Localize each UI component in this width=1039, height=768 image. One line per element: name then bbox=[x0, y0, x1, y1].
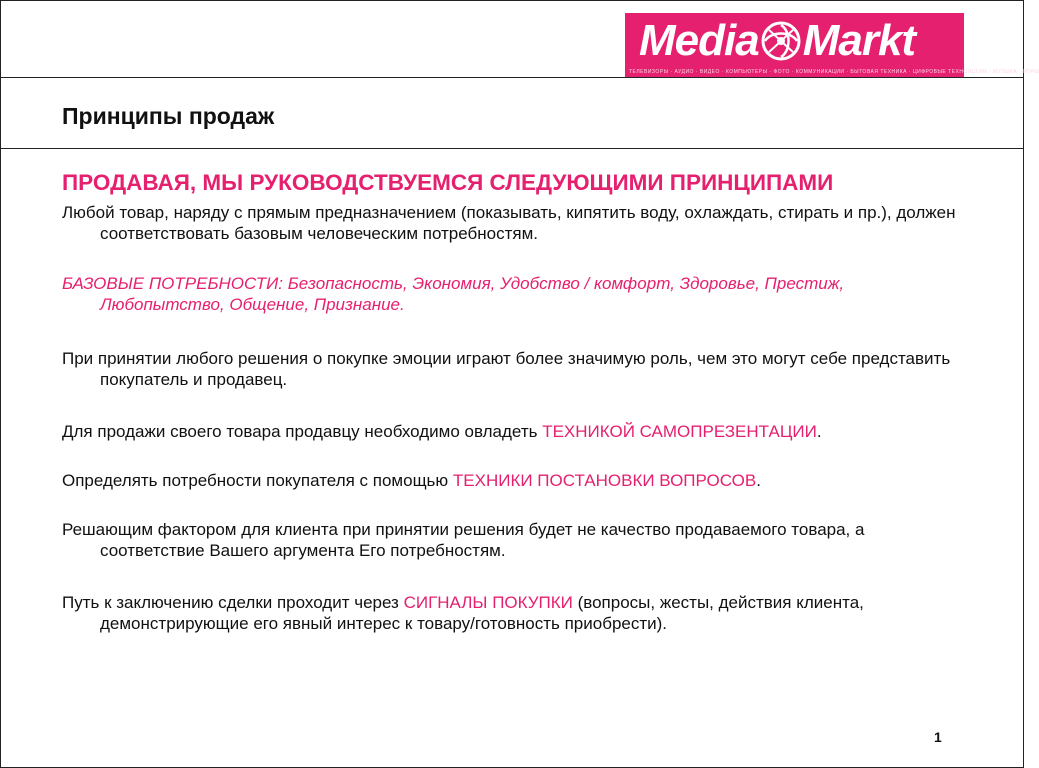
paragraph-decision-factor: Решающим фактором для клиента при принятии решения будет не качество продаваемого товара, а соответствие Вашего аргумента Его потребностям. bbox=[62, 520, 865, 560]
paragraph-purpose: Любой товар, наряду с прямым предназначением (показывать, кипятить воду, охлаждать, стирать и пр.), должен соответствовать базовым человеческим потребностям. bbox=[62, 203, 956, 243]
questioning-highlight: ТЕХНИКИ ПОСТАНОВКИ ВОПРОСОВ bbox=[452, 471, 757, 490]
logo-wordmark bbox=[639, 17, 915, 71]
paragraph-questioning bbox=[62, 470, 962, 491]
header-divider bbox=[0, 77, 1024, 78]
logo-tagline: ТЕЛЕВИЗОРЫ · АУДИО · ВИДЕО · КОМПЬЮТЕРЫ · ФОТО · КОММУНИКАЦИИ · БЫТОВАЯ ТЕХНИКА · ЦИФРОВЫЕ ТЕХНОЛОГИИ · МУЗЫКА · ИГРЫ bbox=[629, 69, 1039, 75]
paragraph-buying-signals-end: (вопросы, жесты, действия клиента, демонстрирующие его явный интерес к товару/готовность приобрести). bbox=[100, 593, 864, 633]
paragraph-basic-needs: БАЗОВЫЕ ПОТРЕБНОСТИ: Безопасность, Экономия, Удобство / комфорт, Здоровье, Престиж, Любопытство, Общение, Признание. bbox=[62, 274, 845, 314]
media-markt-logo bbox=[625, 13, 1039, 77]
header-band bbox=[0, 0, 1039, 77]
paragraph-self-presentation bbox=[62, 421, 962, 442]
section-heading: ПРОДАВАЯ, МЫ РУКОВОДСТВУЕМСЯ СЛЕДУЮЩИМИ ПРИНЦИПАМИ bbox=[62, 170, 834, 195]
paragraph-self-presentation-text: Для продажи своего товара продавцу необходимо овладеть bbox=[62, 422, 543, 441]
buying-signals-highlight: СИГНАЛЫ ПОКУПКИ bbox=[403, 593, 573, 612]
logo-swirl-icon bbox=[761, 21, 801, 61]
paragraph-questioning-end: . bbox=[756, 471, 761, 490]
slide-body bbox=[62, 170, 962, 634]
paragraph-emotions: При принятии любого решения о покупке эмоции играют более значимую роль, чем это могут себе представить покупатель и продавец. bbox=[62, 349, 951, 389]
slide-title: Принципы продаж bbox=[62, 103, 275, 129]
paragraph-self-presentation-end: . bbox=[816, 422, 822, 441]
title-divider bbox=[0, 148, 1024, 149]
paragraph-buying-signals-text: Путь к заключению сделки проходит через bbox=[62, 593, 404, 612]
logo-text-left: Media bbox=[639, 16, 759, 65]
page-number: 1 bbox=[934, 729, 942, 745]
logo-text-right: Markt bbox=[802, 16, 916, 65]
self-presentation-highlight: ТЕХНИКОЙ САМОПРЕЗЕНТАЦИИ bbox=[542, 422, 817, 441]
paragraph-buying-signals bbox=[62, 592, 962, 634]
paragraph-questioning-text: Определять потребности покупателя с помощью bbox=[62, 471, 453, 490]
